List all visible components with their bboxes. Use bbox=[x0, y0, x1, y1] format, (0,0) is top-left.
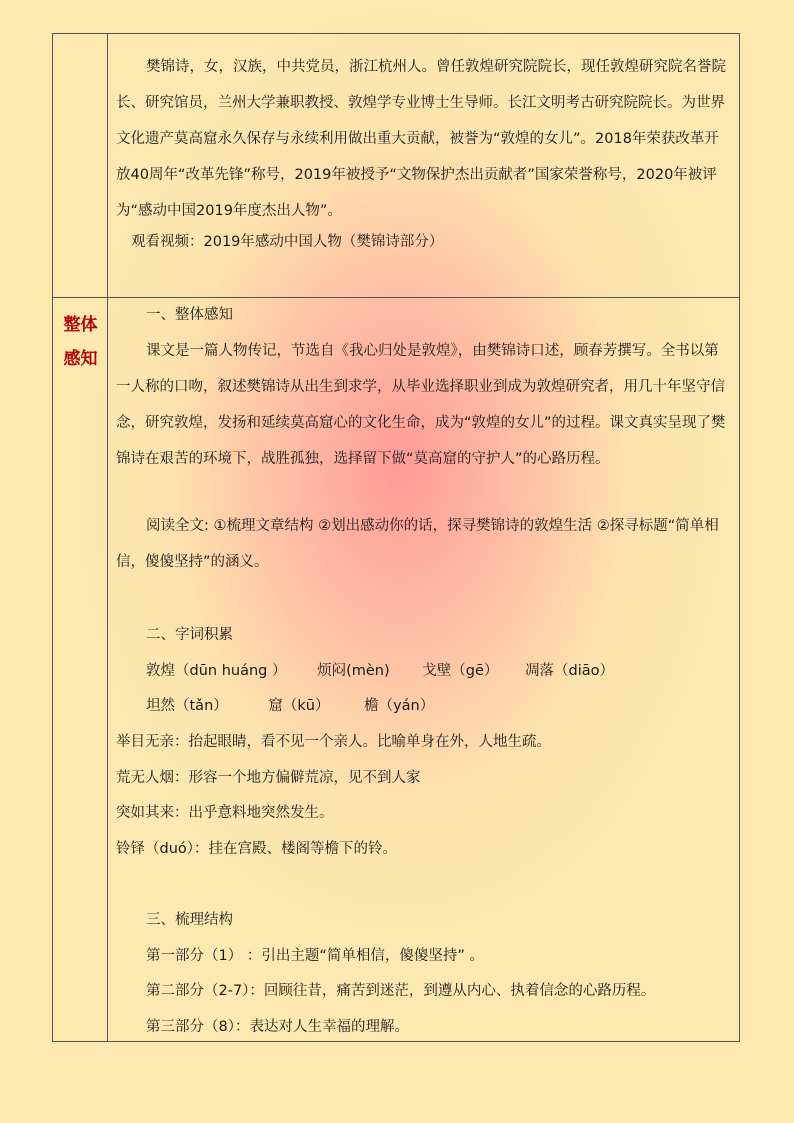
intro-content-cell bbox=[108, 34, 739, 297]
word-list-row2 bbox=[146, 696, 434, 716]
heading-vocabulary: 二、字词积累 bbox=[146, 627, 233, 643]
author-bio: 樊锦诗，女，汉族，中共党员，浙江杭州人。曾任敦煌研究院院长，现任敦煌研究院名誉院长、研究馆员，兰州大学兼职教授、敦煌学专业博士生导师。长江文明考古研究院院长。为世界文化遗产莫高窟永久保存与永续利用做出重大贡献，被誉为“敦煌的女儿”。2018年荣获改革开放40周年“改革先锋”称号，2019年被授予“文物保护杰出贡献者”国家荣誉称号，2020年被评为“感动中国2019年度杰出人物”。 bbox=[116, 59, 726, 219]
section-label-line1: 整体 bbox=[63, 315, 98, 335]
idiom-item: 荒无人烟：形容一个地方偏僻荒凉，见不到人家 bbox=[116, 770, 421, 786]
word-item: 坦然（tǎn） bbox=[146, 698, 228, 714]
intro-row bbox=[53, 34, 739, 298]
idiom-item: 突如其来：出乎意料地突然发生。 bbox=[116, 805, 334, 821]
structure-item: 第二部分（2-7）：回顾往昔，痛苦到迷茫，到遵从内心、执着信念的心路历程。 bbox=[146, 983, 656, 999]
idiom-item: 举目无亲：抬起眼睛，看不见一个亲人。比喻单身在外，人地生疏。 bbox=[116, 734, 551, 750]
structure-item: 第三部分（8）：表达对人生幸福的理解。 bbox=[146, 1019, 409, 1035]
word-list-row1 bbox=[146, 661, 614, 681]
heading-overview: 一、整体感知 bbox=[146, 307, 233, 323]
structure-item: 第一部分（1） ：引出主题“简单相信，傻傻坚持” 。 bbox=[146, 948, 484, 964]
word-item: 敦煌（dūn huáng ） bbox=[146, 663, 287, 679]
intro-label-cell bbox=[53, 34, 108, 297]
word-item: 窟（kū） bbox=[268, 698, 330, 714]
word-item: 檐（yán） bbox=[364, 698, 435, 714]
word-item: 凋落（diāo） bbox=[524, 663, 614, 679]
word-item: 戈壁（gē） bbox=[422, 663, 499, 679]
overview-content-cell bbox=[108, 298, 739, 1041]
idiom-item: 铃铎（duó）：挂在宫殿、楼阁等檐下的铃。 bbox=[116, 841, 398, 857]
summary-paragraph: 课文是一篇人物传记，节选自《我心归处是敦煌》，由樊锦诗口述，顾春芳撰写。全书以第一人称的口吻，叙述樊锦诗从出生到求学，从毕业选择职业到成为敦煌研究者，用几十年坚守信念，研究敦煌，发扬和延续莫高窟心的文化生命，成为“敦煌的女儿”的过程。课文真实呈现了樊锦诗在艰苦的环境下，战胜孤独，选择留下做“莫高窟的守护人”的心路历程。 bbox=[116, 343, 726, 467]
lesson-table bbox=[52, 33, 740, 1042]
reading-task: 阅读全文: ①梳理文章结构 ②划出感动你的话，探寻樊锦诗的敦煌生活 ②探寻标题“简单相 信，傻傻坚持”的涵义。 bbox=[116, 518, 719, 570]
heading-structure: 三、梳理结构 bbox=[146, 912, 233, 928]
word-item: 烦闷(mèn) bbox=[317, 663, 390, 679]
overview-row bbox=[53, 298, 739, 1041]
section-label bbox=[53, 308, 108, 376]
section-label-line2: 感知 bbox=[63, 349, 98, 369]
overview-label-cell bbox=[53, 298, 108, 1041]
video-note: 观看视频：2019年感动中国人物（樊锦诗部分） bbox=[131, 234, 444, 250]
